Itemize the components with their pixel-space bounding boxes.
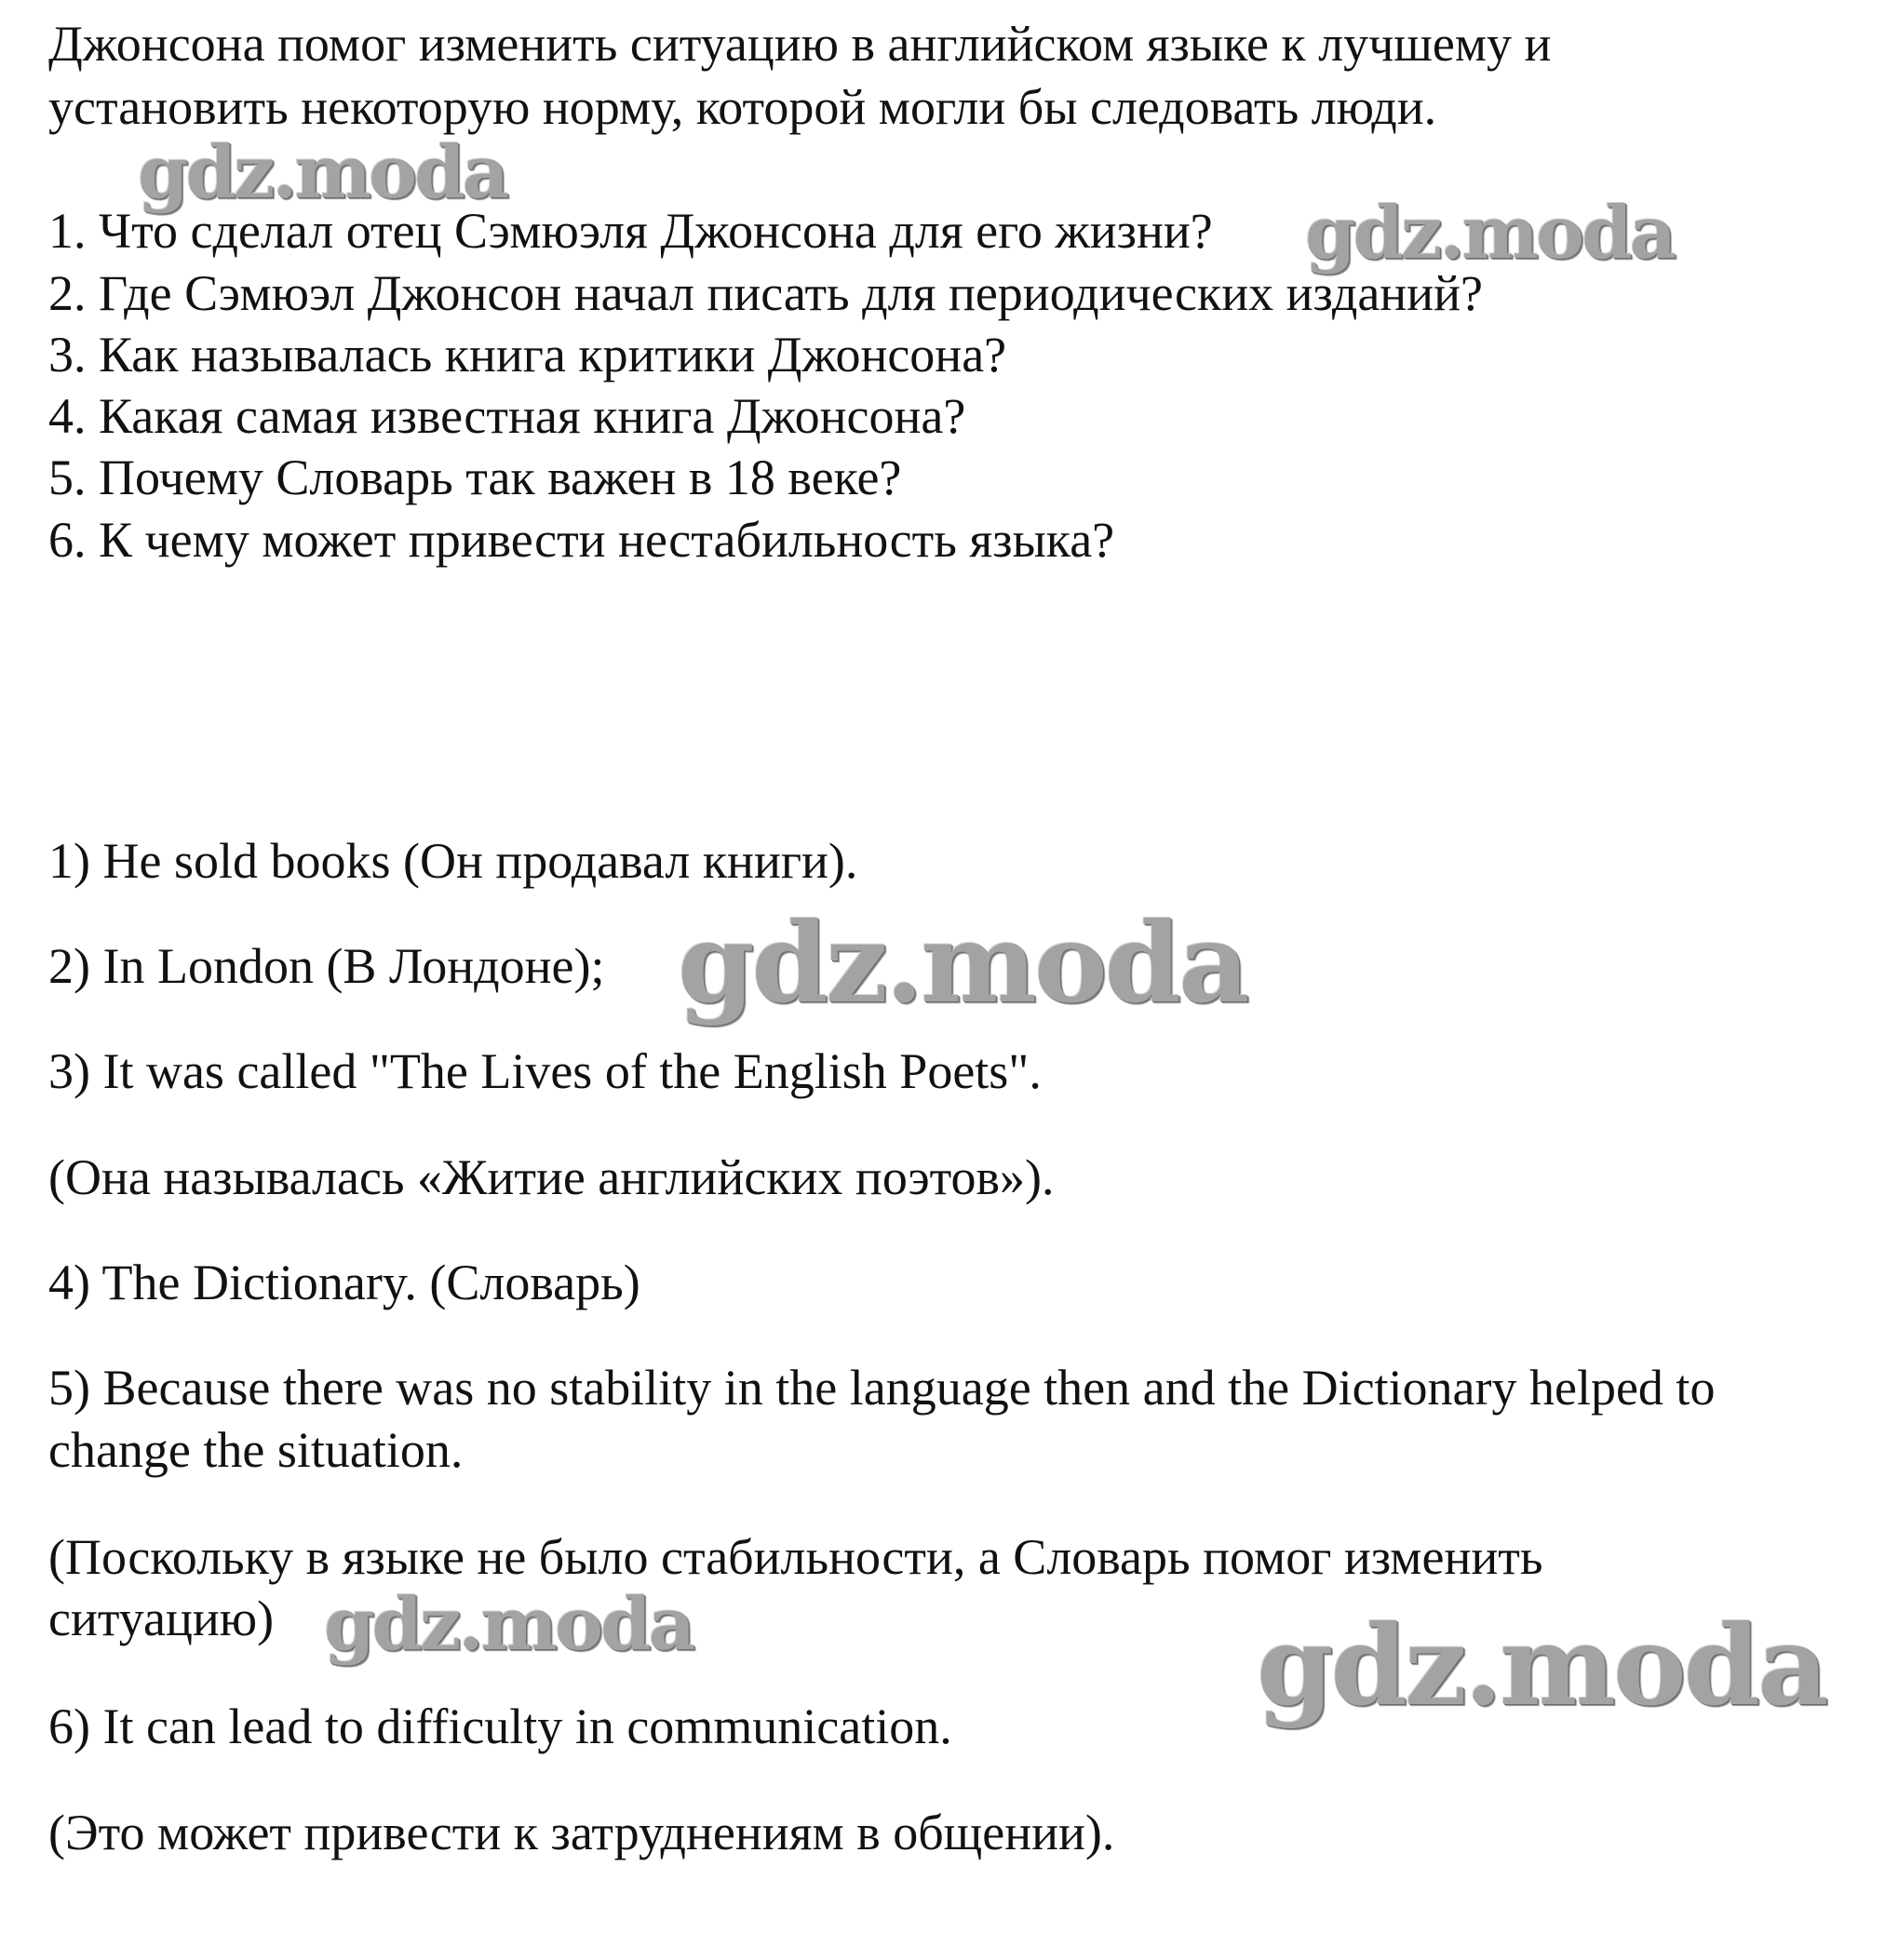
answer-2: 2) In London (В Лондоне); [48, 938, 605, 994]
answer-5-translation-line-2: ситуацию) [48, 1591, 275, 1646]
answer-1: 1) He sold books (Он продавал книги). [48, 833, 858, 889]
question-5: 5. Почему Словарь так важен в 18 веке? [48, 450, 902, 505]
answer-5-line-1: 5) Because there was no stability in the language then and the Dictionary helped to [48, 1360, 1716, 1416]
answer-3-translation: (Она называлась «Житие английских поэтов»). [48, 1149, 1055, 1205]
watermark-logo: gdz.moda [1305, 191, 1675, 275]
question-3: 3. Как называлась книга критики Джонсона? [48, 327, 1007, 383]
answer-6: 6) It can lead to difficulty in communication. [48, 1698, 952, 1754]
question-4: 4. Какая самая известная книга Джонсона? [48, 388, 966, 444]
answer-5-translation-line-1: (Поскольку в языке не было стабильности, а Словарь помог изменить [48, 1529, 1543, 1585]
question-2: 2. Где Сэмюэл Джонсон начал писать для периодических изданий? [48, 265, 1483, 321]
watermark-logo: gdz.moda [1257, 1601, 1826, 1730]
watermark-logo: gdz.moda [678, 898, 1247, 1027]
answer-3: 3) It was called "The Lives of the English Poets". [48, 1043, 1042, 1099]
watermark-logo: gdz.moda [138, 130, 507, 215]
answer-4: 4) The Dictionary. (Словарь) [48, 1255, 640, 1310]
question-1: 1. Что сделал отец Сэмюэля Джонсона для его жизни? [48, 203, 1213, 259]
answer-6-translation: (Это может привести к затруднениям в общении). [48, 1805, 1115, 1860]
intro-line-2: установить некоторую норму, которой могли бы следовать люди. [48, 79, 1437, 135]
answer-5-line-2: change the situation. [48, 1422, 464, 1478]
intro-line-1: Джонсона помог изменить ситуацию в английском языке к лучшему и [48, 16, 1552, 72]
watermark-logo: gdz.moda [324, 1582, 693, 1667]
question-6: 6. К чему может привести нестабильность языка? [48, 512, 1115, 568]
